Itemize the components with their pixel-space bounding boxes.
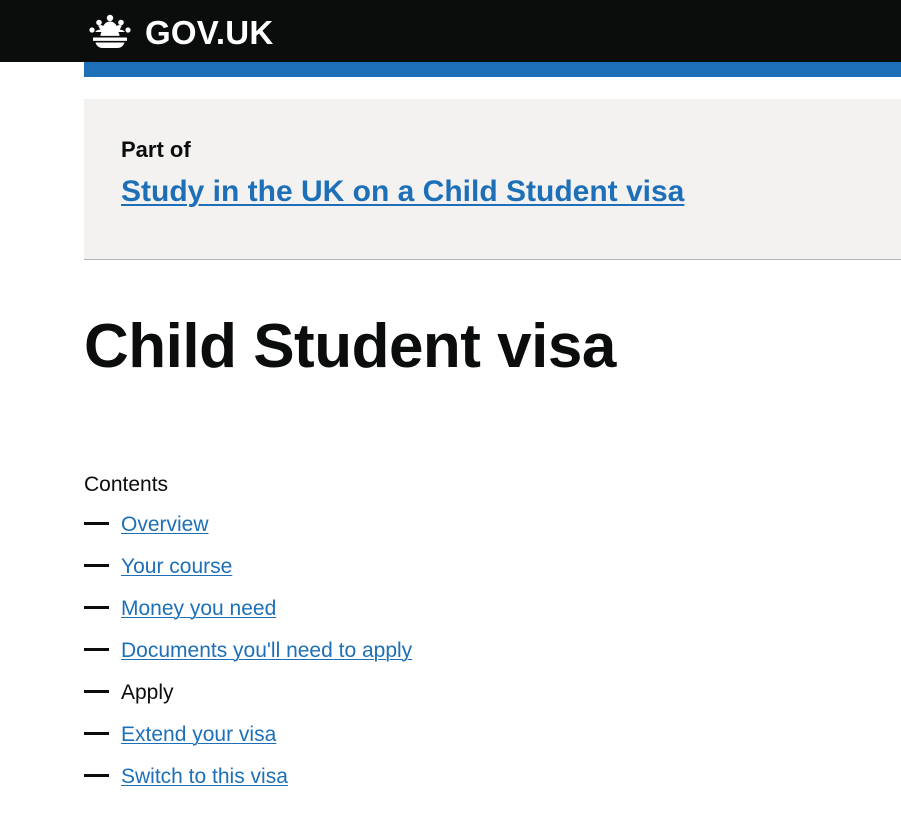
govuk-home-link[interactable] [84, 12, 273, 50]
part-of-collection-link[interactable]: Study in the UK on a Child Student visa [121, 175, 685, 209]
blue-accent-band [84, 62, 901, 77]
contents-item [84, 680, 784, 722]
panel-divider [84, 259, 901, 260]
contents-item [84, 722, 784, 764]
contents-item-link[interactable]: Documents you'll need to apply [121, 639, 413, 663]
contents-list [84, 512, 784, 806]
dash-icon [84, 598, 121, 619]
contents-item [84, 638, 784, 680]
contents-item [84, 512, 784, 554]
contents-heading: Contents [84, 473, 169, 496]
contents-item [84, 764, 784, 806]
contents-item-current: Apply [121, 681, 174, 705]
dash-icon [84, 766, 121, 787]
contents-item-link[interactable]: Money you need [121, 597, 277, 621]
contents-item-link[interactable]: Your course [121, 555, 233, 579]
contents-item-link[interactable]: Extend your visa [121, 723, 277, 747]
crown-icon [84, 12, 136, 50]
part-of-panel [84, 99, 901, 259]
part-of-label: Part of [121, 137, 191, 162]
contents-item [84, 554, 784, 596]
contents-item-link[interactable]: Switch to this visa [121, 765, 288, 789]
contents-item-link[interactable]: Overview [121, 513, 209, 537]
contents-block [84, 472, 784, 806]
dash-icon [84, 514, 121, 535]
dash-icon [84, 556, 121, 577]
govuk-logo-text: GOV.UK [145, 13, 274, 51]
page-title: Child Student visa [84, 312, 616, 381]
govuk-header [0, 0, 901, 62]
dash-icon [84, 724, 121, 745]
dash-icon [84, 682, 121, 703]
contents-item [84, 596, 784, 638]
dash-icon [84, 640, 121, 661]
